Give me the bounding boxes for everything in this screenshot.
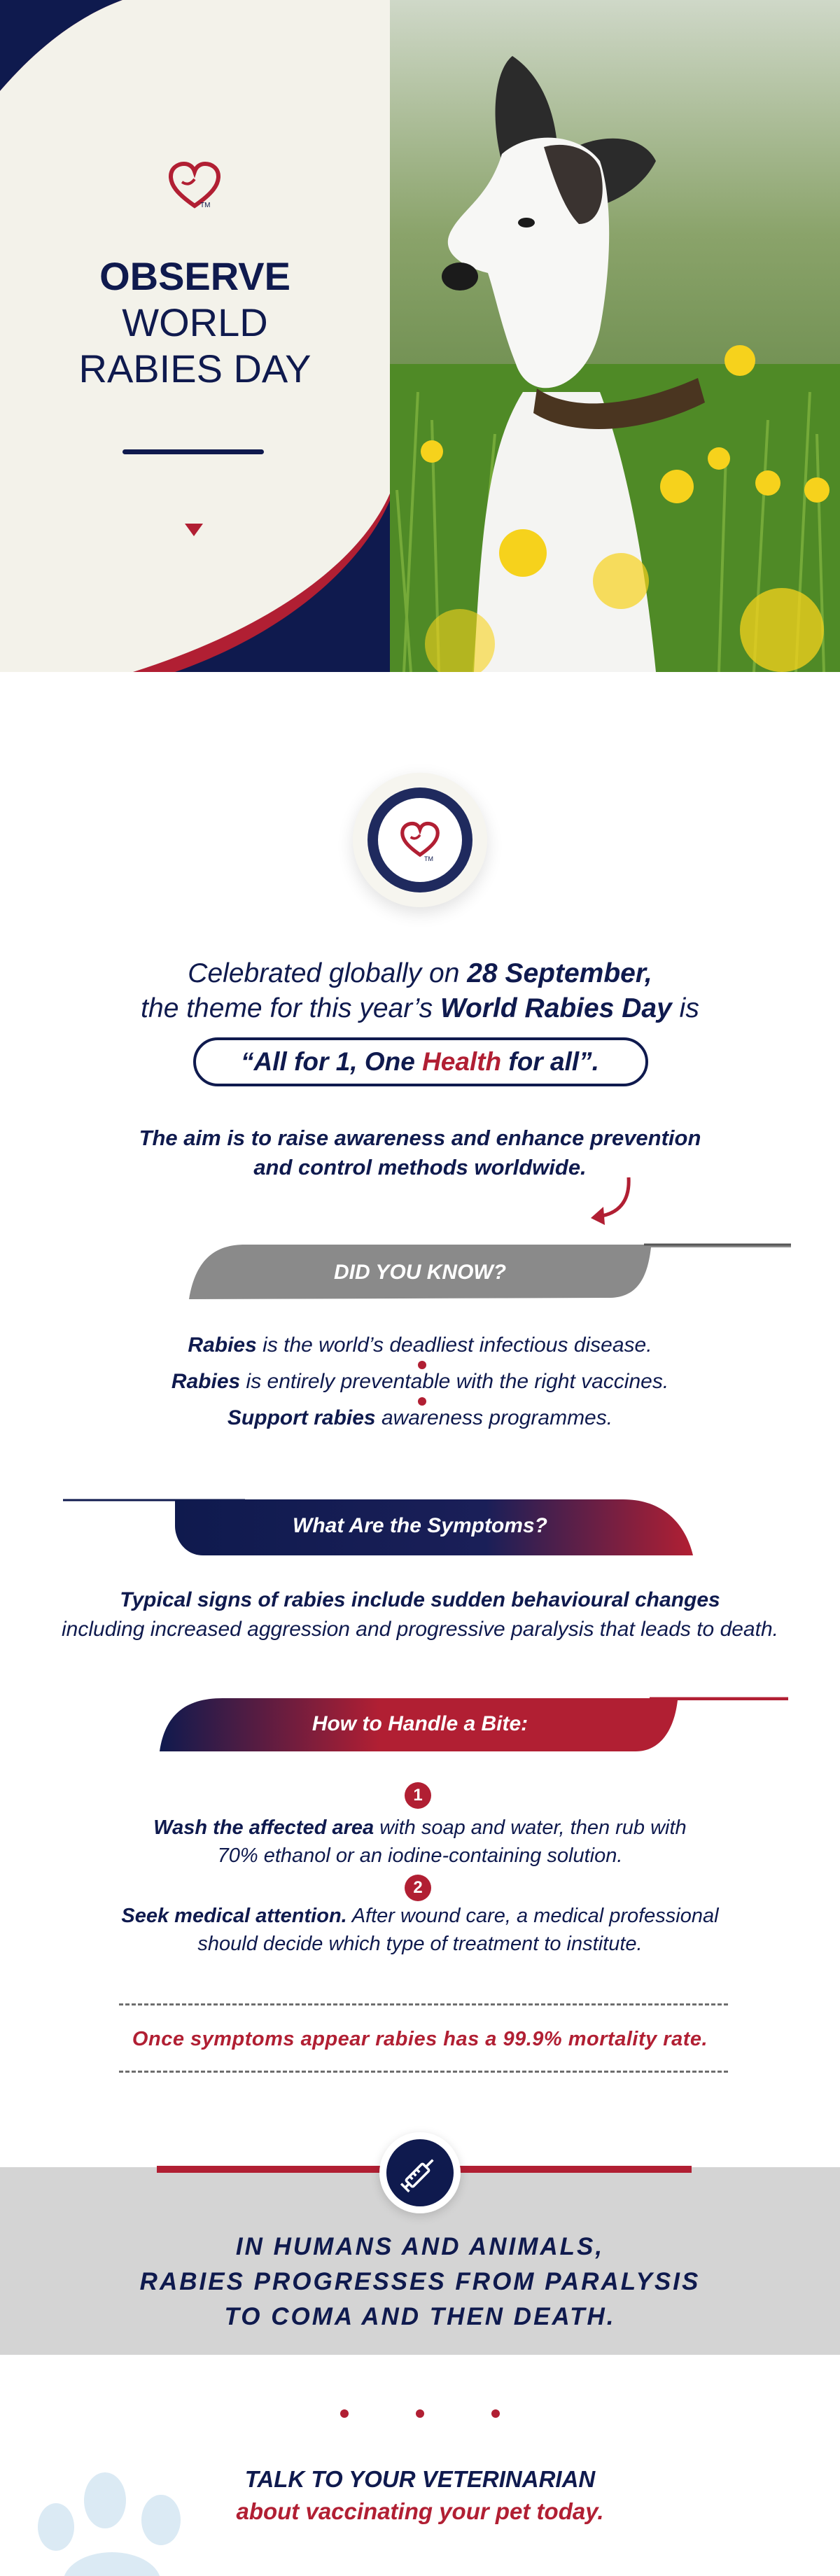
step-1-line-1 [0, 1814, 840, 1841]
theme-part-1: “All for 1, One [241, 1047, 423, 1076]
progression-line-2: RABIES PROGRESSES FROM PARALYSIS [139, 2268, 701, 2295]
hero-title-observe: OBSERVE [99, 254, 290, 298]
fact-1 [0, 1331, 840, 1359]
fact-1-text: is the world’s deadliest infectious disease. [256, 1334, 652, 1357]
hero-title-rabies-day: RABIES DAY [78, 346, 312, 391]
hero-section [0, 0, 840, 672]
bite-heading: How to Handle a Bite: [312, 1712, 528, 1735]
fact-3-bold: Support rabies [227, 1406, 376, 1429]
step-1-badge: 1 [405, 1782, 431, 1809]
step-2-title: Seek medical attention. [121, 1905, 347, 1927]
cta-line-1: TALK TO YOUR VETERINARIAN [244, 2466, 596, 2492]
curved-arrow-icon [587, 1173, 637, 1228]
down-triangle-icon [185, 524, 203, 536]
symptoms-heading: What Are the Symptoms? [293, 1514, 547, 1537]
decorative-dot [491, 2409, 500, 2418]
cta-line-2: about vaccinating your pet today. [236, 2498, 604, 2524]
intro-line-2 [0, 993, 840, 1025]
event-name: World Rabies Day [440, 993, 672, 1023]
vaccine-syringe-icon [396, 2149, 444, 2197]
dashed-divider-top [119, 2003, 728, 2005]
step-1-line-2: 70% ethanol or an iodine-containing solution. [217, 1844, 623, 1867]
fact-1-bold: Rabies [188, 1334, 257, 1357]
theme-part-3: for all”. [501, 1047, 599, 1076]
fact-2-bold: Rabies [171, 1370, 241, 1393]
step-2-line-1 [0, 1903, 840, 1929]
heart-logo-icon [167, 160, 223, 214]
intro-line-1 [0, 958, 840, 990]
step-2-badge: 2 [405, 1875, 431, 1901]
aim-line-1: The aim is to raise awareness and enhance prevention [139, 1126, 701, 1150]
trademark-mark: TM [424, 855, 433, 862]
aim-line-2: and control methods worldwide. [253, 1155, 587, 1180]
step-1-title: Wash the affected area [153, 1816, 374, 1839]
progression-line-1: IN HUMANS AND ANIMALS, [235, 2233, 605, 2260]
intro-line-2-text: the theme for this year’s [141, 993, 440, 1023]
mortality-text: Once symptoms appear rabies has a 99.9% mortality rate. [132, 2028, 708, 2050]
fact-2 [0, 1368, 840, 1396]
fact-3-text: awareness programmes. [375, 1406, 613, 1429]
step-2-text: After wound care, a medical professional [346, 1905, 719, 1927]
step-1-text: with soap and water, then rub with [374, 1816, 687, 1839]
step-2-line-2: should decide which type of treatment to institute. [197, 1933, 643, 1955]
fact-3 [0, 1404, 840, 1432]
progression-line-3: TO COMA AND THEN DEATH. [224, 2303, 616, 2330]
symptoms-line-1: Typical signs of rabies include sudden behavioural changes [120, 1588, 720, 1611]
trademark-mark: TM [200, 202, 211, 209]
theme-text [0, 1046, 840, 1078]
intro-line-1-text: Celebrated globally on [188, 958, 468, 988]
fact-2-text: is entirely preventable with the right vaccines. [240, 1370, 669, 1393]
dog-photo [390, 0, 840, 672]
theme-health: Health [422, 1047, 502, 1076]
hero-divider [122, 449, 264, 454]
hero-title-world: WORLD [122, 300, 268, 344]
intro-line-2-suffix: is [671, 993, 699, 1023]
decorative-dot [340, 2409, 349, 2418]
decorative-dot [416, 2409, 424, 2418]
did-you-know-heading: DID YOU KNOW? [333, 1261, 507, 1284]
symptoms-line-2: including increased aggression and progressive paralysis that leads to death. [62, 1618, 778, 1641]
celebration-date: 28 September, [467, 958, 652, 988]
dashed-divider-bottom [119, 2071, 728, 2073]
heart-logo-icon [399, 820, 441, 861]
